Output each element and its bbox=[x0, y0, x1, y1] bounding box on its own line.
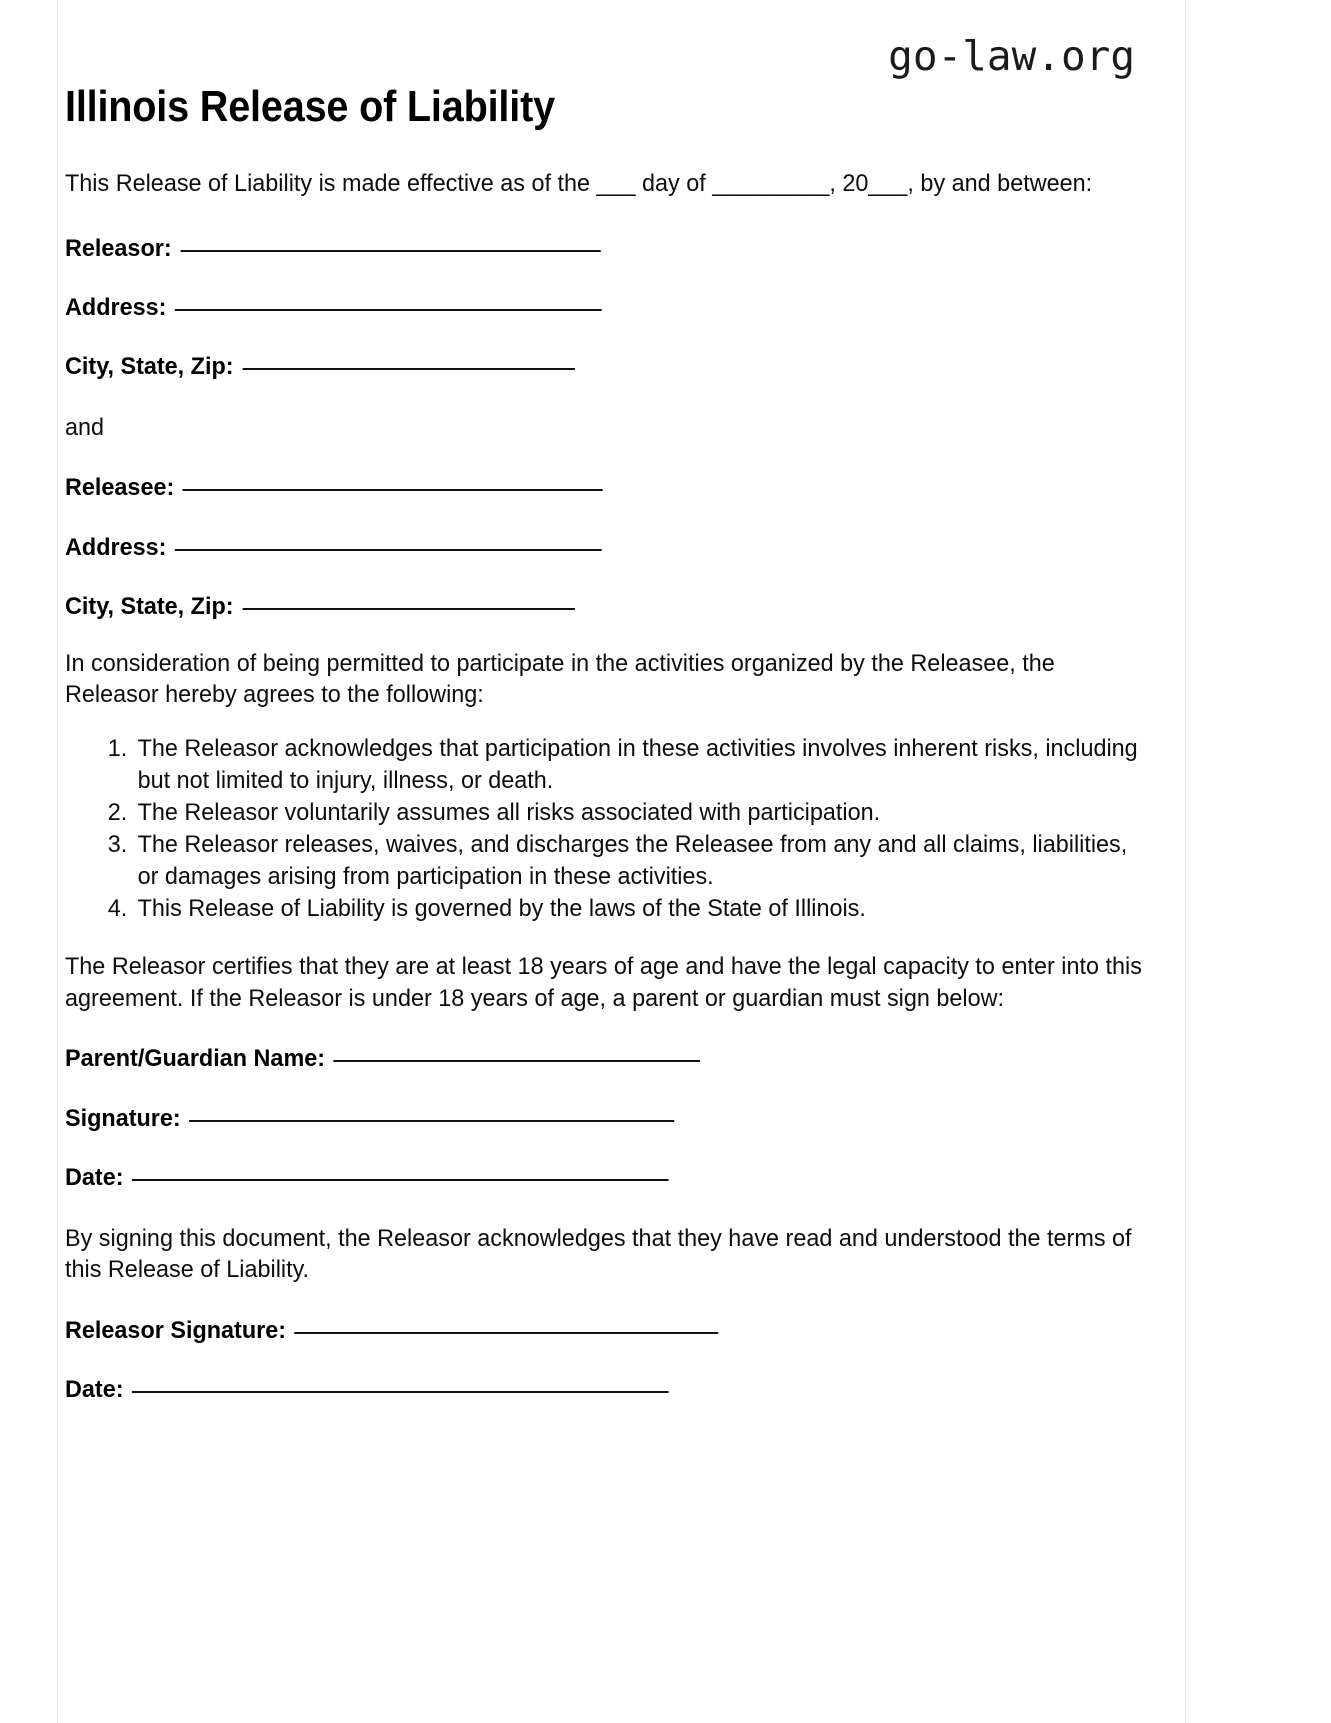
field-guardian-signature bbox=[65, 1104, 1146, 1133]
field-releasee-address bbox=[65, 533, 1146, 562]
field-label: City, State, Zip: bbox=[65, 593, 234, 621]
field-rule[interactable] bbox=[242, 368, 574, 370]
field-rule[interactable] bbox=[334, 1060, 701, 1062]
page-right-shadow bbox=[1186, 0, 1189, 1723]
field-label: City, State, Zip: bbox=[65, 353, 234, 381]
page-left-edge bbox=[57, 0, 58, 1723]
field-releasee-city-state-zip bbox=[65, 592, 1146, 621]
field-label: Address: bbox=[65, 293, 167, 321]
field-label: Releasor: bbox=[65, 234, 172, 262]
intro-paragraph: This Release of Liability is made effective as of the ___ day of _________, 20___, by and between: bbox=[65, 170, 1093, 197]
field-guardian-date bbox=[65, 1163, 1146, 1192]
field-label: Date: bbox=[65, 1164, 124, 1192]
field-releasor-signature bbox=[65, 1316, 1146, 1345]
field-label: Signature: bbox=[65, 1104, 181, 1132]
field-rule[interactable] bbox=[189, 1120, 674, 1122]
conjunction-and: and bbox=[65, 413, 105, 441]
terms-list bbox=[65, 733, 1146, 926]
field-label: Parent/Guardian Name: bbox=[65, 1045, 326, 1073]
field-label: Address: bbox=[65, 533, 167, 561]
field-releasor-name bbox=[65, 234, 1146, 263]
acknowledgement-paragraph: By signing this document, the Releasor acknowledges that they have read and understood the terms of this Release of Liability. bbox=[65, 1224, 1132, 1284]
field-rule[interactable] bbox=[132, 1179, 669, 1181]
field-releasor-city-state-zip bbox=[65, 352, 1146, 381]
page-title: Illinois Release of Liability bbox=[65, 82, 555, 131]
field-releasee-name bbox=[65, 473, 1146, 502]
field-rule[interactable] bbox=[183, 489, 603, 491]
list-item: 1. The Releasor acknowledges that participation in these activities involves inherent risks, including but not limited to injury, illness, or death. bbox=[134, 733, 1146, 797]
field-rule[interactable] bbox=[175, 309, 602, 311]
field-releasor-address bbox=[65, 293, 1146, 322]
list-item: 4. This Release of Liability is governed by the laws of the State of Illinois. bbox=[134, 893, 1146, 925]
field-rule[interactable] bbox=[295, 1332, 719, 1334]
field-releasor-date bbox=[65, 1375, 1146, 1404]
site-logo: go-law.org bbox=[888, 32, 1135, 80]
list-item: 3. The Releasor releases, waives, and discharges the Releasee from any and all claims, liabilities, or damages arising from participation in these activities. bbox=[134, 829, 1146, 893]
field-rule[interactable] bbox=[175, 549, 602, 551]
consideration-paragraph: In consideration of being permitted to participate in the activities organized by the Releasee, the Releasor hereby agrees to the following: bbox=[65, 649, 1055, 709]
field-rule[interactable] bbox=[132, 1391, 669, 1393]
certification-paragraph: The Releasor certifies that they are at least 18 years of age and have the legal capacity to enter into this agreement. If the Releasor is under 18 years of age, a parent or guardian must sign below: bbox=[65, 953, 1142, 1012]
field-rule[interactable] bbox=[242, 608, 574, 610]
field-label: Releasor Signature: bbox=[65, 1316, 287, 1344]
list-item: 2. The Releasor voluntarily assumes all risks associated with participation. bbox=[134, 797, 1146, 829]
document-body bbox=[65, 168, 1147, 1405]
field-label: Releasee: bbox=[65, 474, 175, 502]
field-label: Date: bbox=[65, 1376, 124, 1404]
field-rule[interactable] bbox=[180, 250, 600, 252]
field-guardian-name bbox=[65, 1044, 1146, 1073]
